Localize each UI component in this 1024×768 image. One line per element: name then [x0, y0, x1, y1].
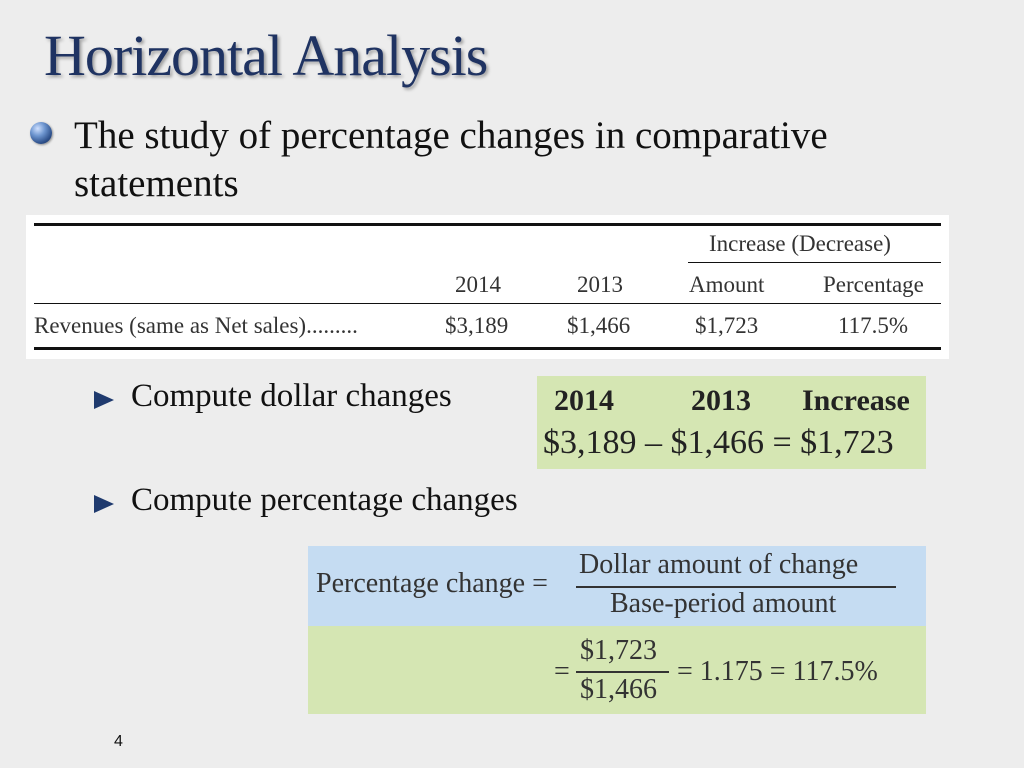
slide-title: Horizontal Analysis: [44, 23, 488, 88]
calc-denominator: $1,466: [580, 674, 657, 705]
formula-denominator: Base-period amount: [610, 588, 837, 619]
col-header-2013: 2013: [577, 272, 623, 297]
col-header-2014: 2014: [455, 272, 501, 297]
calc-equals: =: [554, 656, 570, 687]
cell-2014: $3,189: [445, 313, 509, 338]
table-header-rule: [34, 303, 941, 304]
group-header: Increase (Decrease): [709, 231, 891, 256]
formula-numerator: Dollar amount of change: [579, 549, 859, 580]
formula-lhs: Percentage change =: [316, 568, 548, 599]
main-bullet-text: The study of percentage changes in comparative statements: [74, 114, 828, 205]
comparative-table: [26, 215, 949, 359]
percentage-formula-box: [308, 546, 926, 714]
dollar-change-equation: $3,189 – $1,466 = $1,723: [543, 424, 894, 461]
cell-2013: $1,466: [567, 313, 631, 338]
group-header-rule: [688, 262, 941, 263]
arrow-bullet-icon: [94, 495, 114, 513]
bullet-orb-icon: [30, 122, 52, 144]
cell-amount: $1,723: [695, 313, 759, 338]
calc-numerator: $1,723: [580, 635, 657, 666]
cell-percentage: 117.5%: [838, 313, 909, 338]
sub-bullet-percentage-text: Compute percentage changes: [131, 482, 518, 518]
calc-result: = 1.175 = 117.5%: [677, 656, 878, 687]
dollar-change-box: [537, 376, 926, 469]
arrow-bullet-icon: [94, 391, 114, 409]
sub-bullet-dollar-text: Compute dollar changes: [131, 378, 452, 414]
calc-fraction-bar: [576, 671, 669, 673]
table-bottom-rule: [34, 347, 941, 350]
dollar-header-increase: Increase: [802, 384, 910, 417]
table-top-rule: [34, 223, 941, 226]
page-number: 4: [114, 733, 123, 750]
row-label: Revenues (same as Net sales).........: [34, 313, 358, 338]
dollar-header-2014: 2014: [554, 384, 614, 417]
col-header-amount: Amount: [689, 272, 765, 297]
col-header-percentage: Percentage: [823, 272, 924, 297]
dollar-header-2013: 2013: [691, 384, 751, 417]
